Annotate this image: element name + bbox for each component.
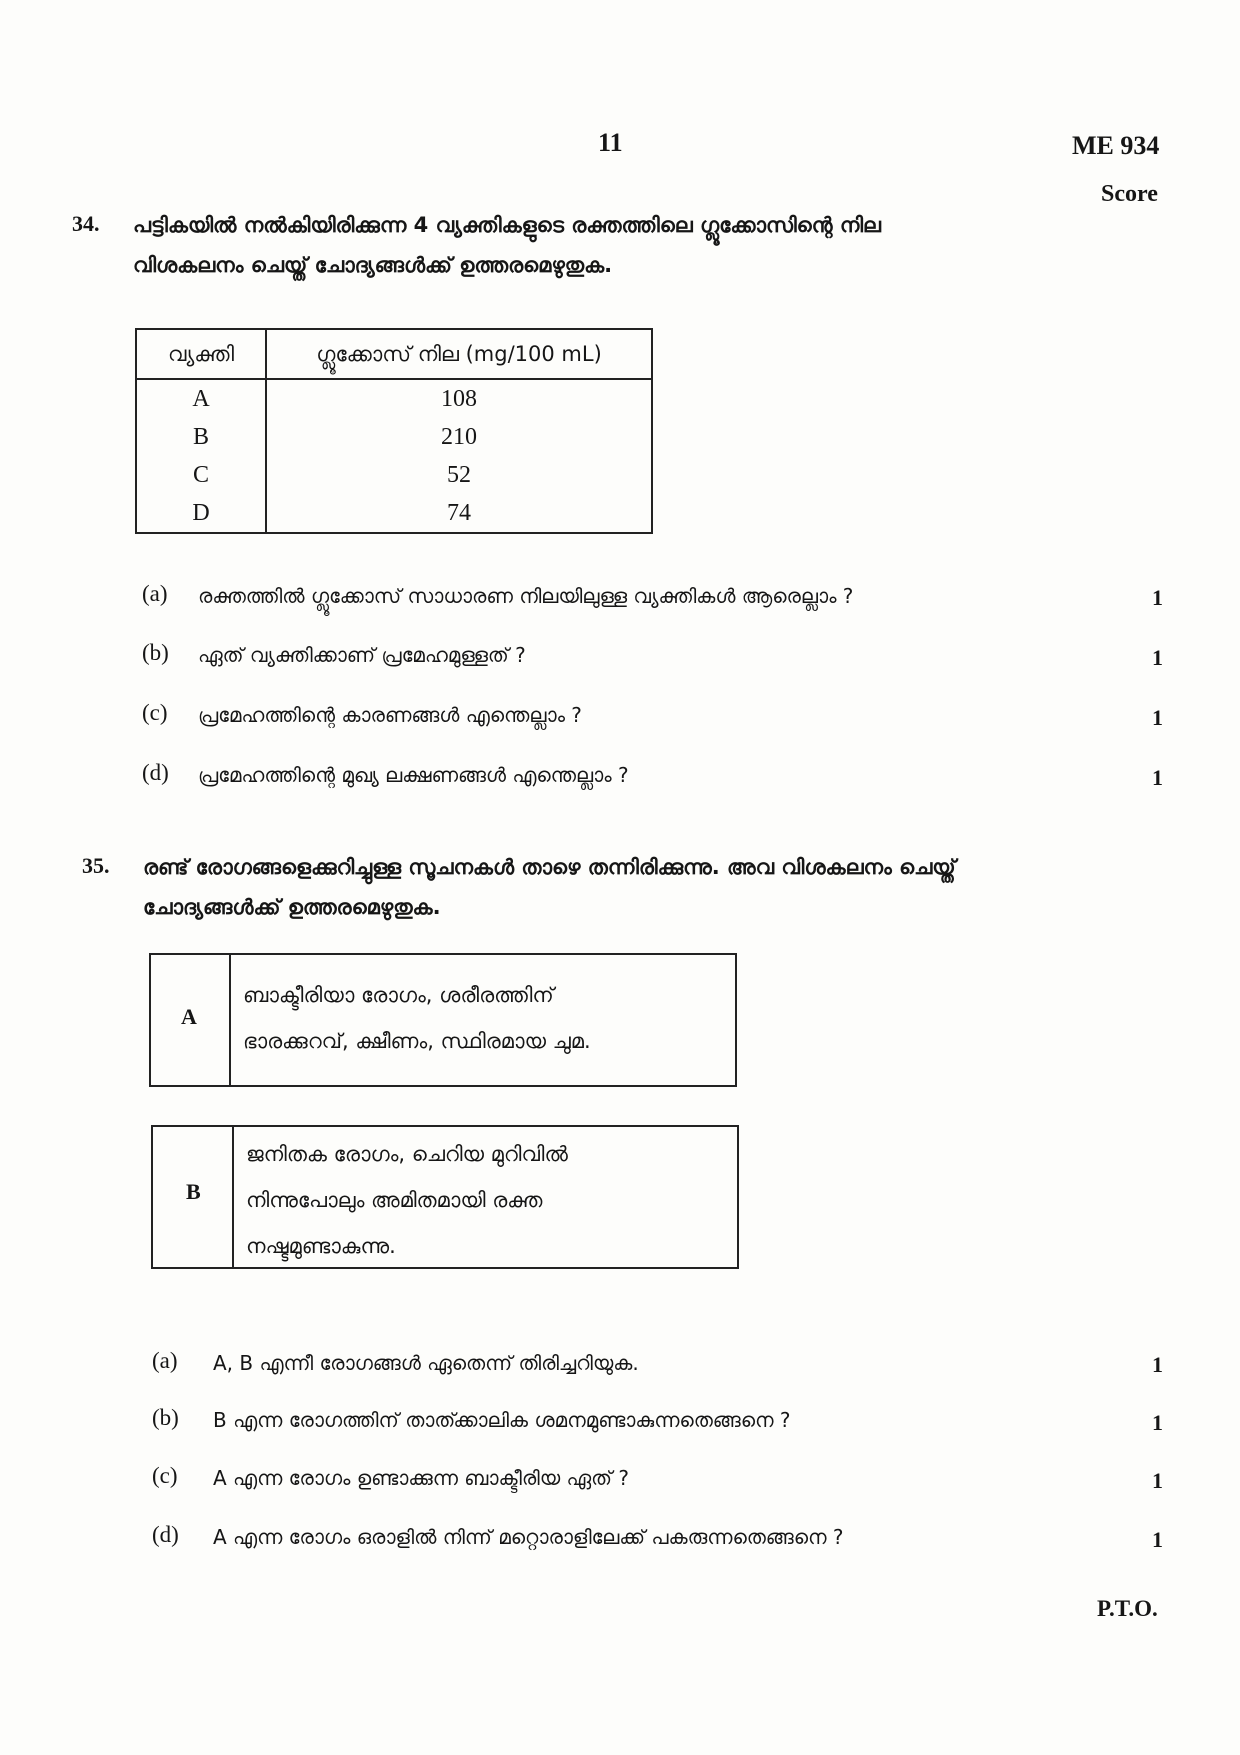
disease-box-b-letter: B — [186, 1179, 201, 1204]
q34-sub-a-text: രക്തത്തിൽ ഗ്ലൂക്കോസ് സാധാരണ നിലയിലുള്ള വ്യക്തികൾ ആരെല്ലാം ? — [198, 584, 854, 608]
table-cell-person: B — [136, 418, 266, 456]
table-row — [136, 456, 652, 494]
question-35-number: 35. — [82, 853, 110, 878]
question-34-line-1: പട്ടികയിൽ നൽകിയിരിക്കുന്ന 4 വ്യക്തികളുടെ രക്തത്തിലെ ഗ്ലൂക്കോസിന്റെ നില — [133, 213, 882, 237]
q34-sub-d-label: (d) — [142, 760, 169, 785]
table-cell-glucose: 74 — [447, 499, 471, 526]
question-34-line-2: വിശകലനം ചെയ്ത് ചോദ്യങ്ങൾക്ക് ഉത്തരമെഴുതുക. — [133, 253, 613, 277]
q35-sub-d-text: A എന്ന രോഗം ഒരാളിൽ നിന്ന് മറ്റൊരാളിലേക്ക് പകരുന്നതെങ്ങനെ ? — [213, 1525, 844, 1549]
table-cell-glucose: 52 — [447, 461, 471, 488]
table-cell-glucose: 108 — [441, 385, 477, 412]
table-header-person: വ്യക്തി — [136, 329, 266, 379]
table-row — [136, 379, 652, 418]
disease-box-a-line-1: ബാക്ടീരിയാ രോഗം, ശരീരത്തിന് — [243, 983, 554, 1007]
question-35-text — [143, 847, 956, 927]
q35-sub-c-label: (c) — [152, 1463, 178, 1488]
question-34-number: 34. — [72, 211, 100, 236]
q35-sub-a-text: A, B എന്നീ രോഗങ്ങൾ ഏതെന്ന് തിരിച്ചറിയുക. — [213, 1351, 639, 1375]
q34-sub-b-score: 1 — [1152, 645, 1163, 670]
disease-box-b-description — [246, 1131, 568, 1269]
table-row — [136, 494, 652, 533]
q35-sub-c-text: A എന്ന രോഗം ഉണ്ടാക്കുന്ന ബാക്ടീരിയ ഏത് ? — [213, 1466, 630, 1490]
q34-sub-c-score: 1 — [1152, 705, 1163, 730]
q35-sub-c-score: 1 — [1152, 1468, 1163, 1493]
question-35-line-1: രണ്ട് രോഗങ്ങളെക്കുറിച്ചുള്ള സൂചനകൾ താഴെ തന്നിരിക്കുന്നു. അവ വിശകലനം ചെയ്ത് — [143, 855, 956, 879]
q34-sub-d-text: പ്രമേഹത്തിന്റെ മുഖ്യ ലക്ഷണങ്ങൾ എന്തെല്ലാം ? — [198, 763, 629, 787]
glucose-table — [135, 328, 653, 534]
table-cell-person: C — [136, 456, 266, 494]
disease-box-a — [149, 953, 737, 1087]
disease-box-a-divider — [229, 955, 231, 1085]
table-cell-person: A — [136, 379, 266, 418]
question-34-text — [133, 205, 881, 285]
q34-sub-c-text: പ്രമേഹത്തിന്റെ കാരണങ്ങൾ എന്തെല്ലാം ? — [198, 703, 582, 727]
q34-sub-a-score: 1 — [1152, 585, 1163, 610]
q34-sub-b-label: (b) — [142, 640, 169, 665]
disease-box-b-divider — [232, 1127, 234, 1267]
q35-sub-b-score: 1 — [1152, 1410, 1163, 1435]
disease-box-b-line-3: നഷ്ടമുണ്ടാകുന്നു. — [246, 1234, 396, 1258]
score-column-header: Score — [1101, 181, 1158, 207]
table-header-row — [136, 329, 652, 379]
table-cell-person: D — [136, 494, 266, 533]
q35-sub-b-label: (b) — [152, 1405, 179, 1430]
page-number: 11 — [598, 128, 623, 157]
disease-box-a-letter: A — [181, 1004, 197, 1029]
paper-code: ME 934 — [1072, 131, 1160, 160]
q35-sub-d-label: (d) — [152, 1522, 179, 1547]
disease-box-a-description — [243, 972, 591, 1064]
q34-sub-a-label: (a) — [142, 581, 168, 606]
q34-sub-d-score: 1 — [1152, 765, 1163, 790]
q35-sub-d-score: 1 — [1152, 1527, 1163, 1552]
disease-box-a-line-2: ഭാരക്കുറവ്, ക്ഷീണം, സ്ഥിരമായ ചുമ. — [243, 1029, 591, 1053]
disease-box-b — [151, 1125, 739, 1269]
table-cell-glucose: 210 — [441, 423, 477, 450]
table-header-glucose: ഗ്ലൂക്കോസ് നില (mg/100 mL) — [266, 329, 652, 379]
q35-sub-a-label: (a) — [152, 1348, 178, 1373]
table-row — [136, 418, 652, 456]
disease-box-b-line-2: നിന്നുപോലും അമിതമായി രക്ത — [246, 1188, 543, 1212]
please-turn-over: P.T.O. — [1097, 1596, 1158, 1621]
q34-sub-b-text: ഏത് വ്യക്തിക്കാണ് പ്രമേഹമുള്ളത് ? — [198, 643, 526, 667]
q35-sub-a-score: 1 — [1152, 1352, 1163, 1377]
disease-box-b-line-1: ജനിതക രോഗം, ചെറിയ മുറിവിൽ — [246, 1142, 568, 1166]
q35-sub-b-text: B എന്ന രോഗത്തിന് താത്ക്കാലിക ശമനമുണ്ടാകുന്നതെങ്ങനെ ? — [213, 1408, 791, 1432]
q34-sub-c-label: (c) — [142, 700, 168, 725]
question-35-line-2: ചോദ്യങ്ങൾക്ക് ഉത്തരമെഴുതുക. — [143, 895, 441, 919]
